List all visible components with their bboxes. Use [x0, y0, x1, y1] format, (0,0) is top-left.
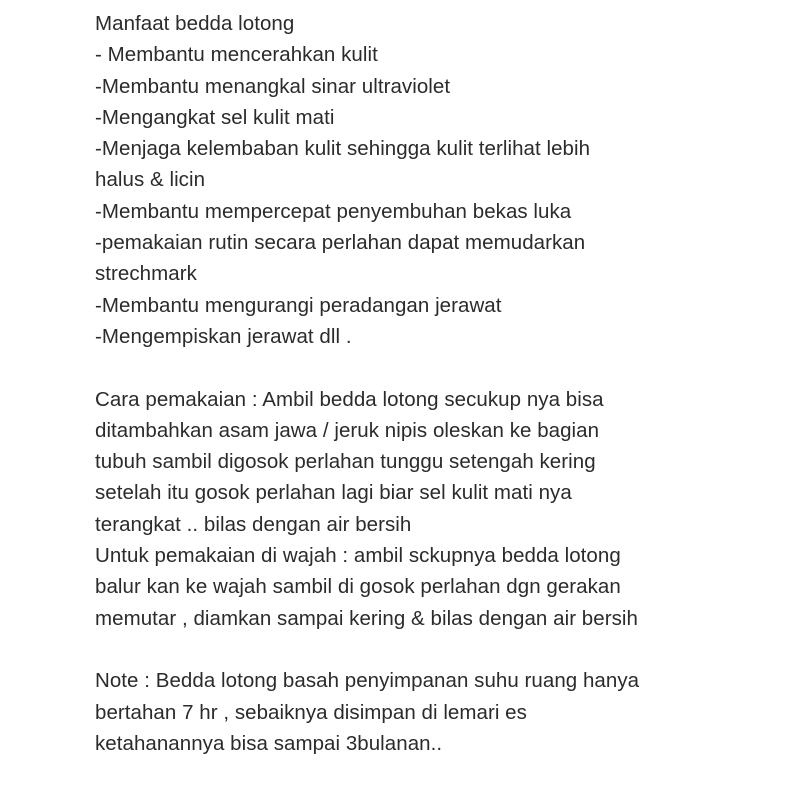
benefit-line: -Menjaga kelembaban kulit sehingga kulit terlihat lebih: [95, 137, 591, 161]
usage-line: terangkat .. bilas dengan air bersih: [95, 512, 412, 536]
note-line: Note : Bedda lotong basah penyimpanan suhu ruang hanya: [95, 669, 640, 693]
benefit-line: -Mengangkat sel kulit mati: [95, 105, 335, 129]
usage-line: balur kan ke wajah sambil di gosok perlahan dgn gerakan: [95, 575, 621, 599]
note-section: [95, 665, 775, 759]
benefit-line: strechmark: [95, 262, 197, 286]
note-line: bertahan 7 hr , sebaiknya disimpan di lemari es: [95, 700, 527, 724]
usage-line: ditambahkan asam jawa / jeruk nipis oleskan ke bagian: [95, 418, 600, 442]
note-line: ketahanannya bisa sampai 3bulanan..: [95, 731, 443, 755]
usage-line: Untuk pemakaian di wajah : ambil sckupnya bedda lotong: [95, 544, 621, 568]
benefits-section: [95, 8, 775, 352]
benefit-line: -Membantu mempercepat penyembuhan bekas luka: [95, 199, 572, 223]
usage-line: tubuh sambil digosok perlahan tunggu setengah kering: [95, 450, 596, 474]
usage-line: memutar , diamkan sampai kering & bilas dengan air bersih: [95, 606, 638, 630]
section-spacer: [95, 352, 775, 383]
benefit-line: halus & licin: [95, 168, 206, 192]
benefit-line: -Mengempiskan jerawat dll .: [95, 324, 352, 348]
benefit-line: -Membantu menangkal sinar ultraviolet: [95, 74, 451, 98]
benefit-line: -pemakaian rutin secara perlahan dapat memudarkan: [95, 231, 586, 255]
document-body: [95, 8, 775, 759]
usage-line: Cara pemakaian : Ambil bedda lotong secukup nya bisa: [95, 387, 604, 411]
usage-line: setelah itu gosok perlahan lagi biar sel kulit mati nya: [95, 481, 572, 505]
benefit-line: -Membantu mengurangi peradangan jerawat: [95, 293, 502, 317]
section-spacer: [95, 634, 775, 665]
benefits-title: Manfaat bedda lotong: [95, 12, 295, 35]
usage-section: [95, 384, 775, 634]
benefit-line: - Membantu mencerahkan kulit: [95, 43, 378, 67]
